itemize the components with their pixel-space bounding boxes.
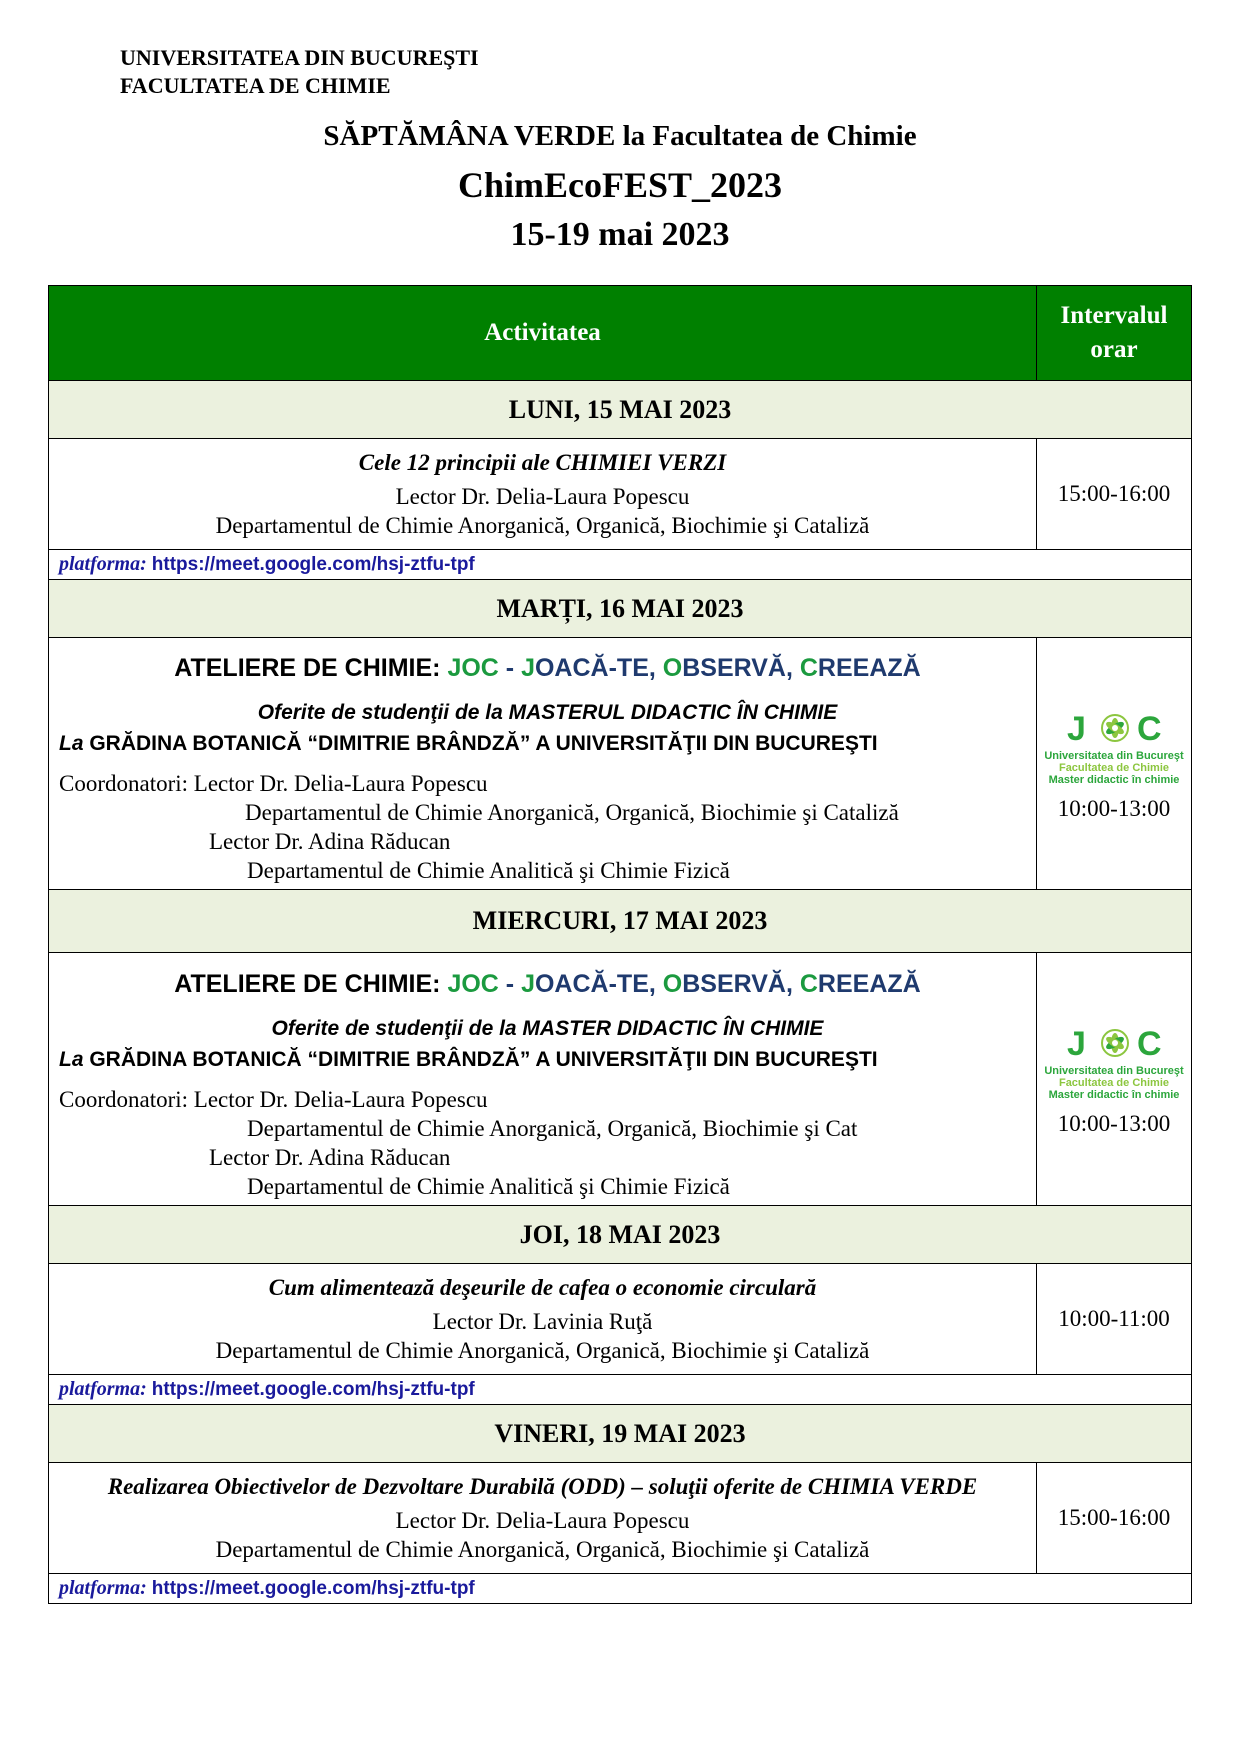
workshop-title-c: C xyxy=(799,969,818,998)
time-cell: 15:00-16:00 xyxy=(1037,439,1192,550)
workshop-title-creeaza: REEAZĂ xyxy=(817,969,921,998)
activity-department: Departamentul de Chimie Anorganică, Organică, Biochimie şi Cataliză xyxy=(215,513,870,538)
coordinator-1-department: Departamentul de Chimie Anorganică, Organică, Biochimie şi Cat xyxy=(247,1115,858,1141)
activity-topic: Cum alimentează deşeurile de cafea o economie circulară xyxy=(268,1275,817,1300)
day-label: MIERCURI, 17 MAI 2023 xyxy=(49,890,1192,953)
activity-row xyxy=(49,1463,1192,1574)
activity-speaker: Lector Dr. Delia-Laura Popescu xyxy=(395,484,690,509)
coordinator-2: Lector Dr. Adina Răducan xyxy=(209,1144,451,1170)
activity-topic: Realizarea Obiectivelor de Dezvoltare Durabilă (ODD) – soluţii oferite de CHIMIA VERDE xyxy=(107,1474,978,1499)
activity-topic: Cele 12 principii ale CHIMIEI VERZI xyxy=(358,450,727,475)
activity-cell xyxy=(49,1463,1037,1574)
activity-department: Departamentul de Chimie Anorganică, Organică, Biochimie şi Cataliză xyxy=(215,1537,870,1562)
event-name: ChimEcoFEST_2023 xyxy=(457,165,783,205)
logo-line-3: Master didactic în chimie xyxy=(1048,773,1180,786)
activity-cell xyxy=(49,1264,1037,1375)
university-name: UNIVERSITATEA DIN BUCUREŞTI xyxy=(120,45,479,70)
workshop-title-joaca: OACĂ-TE, xyxy=(534,654,663,682)
workshop-title-c: C xyxy=(799,654,818,682)
logo-line-3: Master didactic în chimie xyxy=(1048,1089,1180,1101)
platform-row xyxy=(49,550,1192,580)
day-label: JOI, 18 MAI 2023 xyxy=(49,1206,1192,1264)
coordinator-2-department: Departamentul de Chimie Analitică şi Chimie Fizică xyxy=(247,1173,730,1199)
joc-logo xyxy=(1037,1021,1192,1101)
workshop-title-dash: - xyxy=(498,969,522,998)
logo-line-2: Facultatea de Chimie xyxy=(1058,761,1170,774)
document-header xyxy=(120,44,479,100)
day-label: LUNI, 15 MAI 2023 xyxy=(49,381,1192,439)
platform-link[interactable]: https://meet.google.com/hsj-ztfu-tpf xyxy=(151,1578,475,1599)
activity-speaker: Lector Dr. Lavinia Ruţă xyxy=(432,1309,653,1334)
workshop-offer: Oferite de studenţii de la MASTERUL DIDACTIC ÎN CHIMIE xyxy=(257,701,838,724)
workshop-title-observa: BSERVĂ, xyxy=(682,969,800,998)
workshop-place-prefix: La xyxy=(59,732,84,755)
workshop-title-o: O xyxy=(662,969,683,998)
workshop-offer: Oferite de studenţii de la MASTER DIDACTIC ÎN CHIMIE xyxy=(271,1016,824,1040)
coordinator-2-department: Departamentul de Chimie Analitică şi Chimie Fizică xyxy=(247,858,730,883)
day-label: MARȚI, 16 MAI 2023 xyxy=(49,580,1192,638)
workshop-title-j: J xyxy=(521,654,535,682)
workshop-title-observa: BSERVĂ, xyxy=(682,654,800,682)
activity-speaker: Lector Dr. Delia-Laura Popescu xyxy=(395,1508,690,1533)
column-header-activity: Activitatea xyxy=(49,286,1037,381)
activity-cell xyxy=(49,439,1037,550)
coordinator-1: Coordonatori: Lector Dr. Delia-Laura Popescu xyxy=(59,1086,488,1112)
day-label: VINERI, 19 MAI 2023 xyxy=(49,1405,1192,1463)
day-row-monday xyxy=(49,381,1192,439)
platform-link[interactable]: https://meet.google.com/hsj-ztfu-tpf xyxy=(151,554,475,575)
day-row-wednesday xyxy=(49,890,1192,953)
column-header-time: Intervalul orar xyxy=(1037,286,1192,381)
platform-row xyxy=(49,1375,1192,1405)
workshop-cell xyxy=(49,638,1037,890)
coordinators xyxy=(59,1085,1036,1201)
workshop-place xyxy=(59,1044,1036,1075)
platform-cell xyxy=(49,1375,1192,1405)
time-value: 10:00-13:00 xyxy=(1057,1111,1171,1136)
logo-letter-c: C xyxy=(1137,1025,1162,1063)
platform-cell xyxy=(49,1574,1192,1604)
platform-row xyxy=(49,1574,1192,1604)
coordinators xyxy=(59,769,1036,885)
workshop-title-prefix: ATELIERE DE CHIMIE: xyxy=(174,654,448,682)
activity-row xyxy=(49,439,1192,550)
coordinator-1-department: Departamentul de Chimie Anorganică, Organică, Biochimie şi Cataliză xyxy=(245,800,899,825)
workshop-title-joc: JOC xyxy=(447,969,499,998)
logo-letter-j: J xyxy=(1067,1025,1086,1063)
logo-letter-c: C xyxy=(1137,709,1162,748)
workshop-title xyxy=(59,970,1036,999)
event-title: SĂPTĂMÂNA VERDE la Facultatea de Chimie xyxy=(323,120,917,152)
coordinator-1: Coordonatori: Lector Dr. Delia-Laura Popescu xyxy=(59,771,488,796)
activity-row xyxy=(49,1264,1192,1375)
logo-letter-j: J xyxy=(1067,709,1086,748)
coordinator-2: Lector Dr. Adina Răducan xyxy=(209,829,451,854)
workshop-row xyxy=(49,953,1192,1206)
time-cell: 10:00-11:00 xyxy=(1037,1264,1192,1375)
workshop-title-joc: JOC xyxy=(447,654,499,682)
logo-line-2: Facultatea de Chimie xyxy=(1058,1077,1170,1089)
platform-label: platforma: xyxy=(59,1378,147,1400)
time-cell: 15:00-16:00 xyxy=(1037,1463,1192,1574)
event-dates: 15-19 mai 2023 xyxy=(510,216,730,253)
workshop-title-o: O xyxy=(662,654,683,682)
day-row-thursday xyxy=(49,1206,1192,1264)
logo-line-1: Universitatea din Bucureşt xyxy=(1044,749,1184,762)
flower-logo-icon xyxy=(1102,715,1128,741)
table-header-row xyxy=(49,286,1192,381)
workshop-title-joaca: OACĂ-TE, xyxy=(534,969,663,998)
faculty-name: FACULTATEA DE CHIMIE xyxy=(120,73,391,98)
workshop-title xyxy=(59,654,1036,683)
workshop-cell xyxy=(49,953,1037,1206)
logo-line-1: Universitatea din Bucureşt xyxy=(1044,1065,1184,1077)
joc-logo xyxy=(1037,706,1192,786)
workshop-place-text: GRĂDINA BOTANICĂ “DIMITRIE BRÂNDZĂ” A UNIVERSITĂŢII DIN BUCUREŞTI xyxy=(83,732,878,755)
flower-logo-icon xyxy=(1102,1030,1128,1056)
workshop-place xyxy=(59,728,1036,759)
workshop-title-dash: - xyxy=(498,654,522,682)
workshop-row xyxy=(49,638,1192,890)
schedule-table xyxy=(48,285,1192,1604)
workshop-title-creeaza: REEAZĂ xyxy=(817,654,921,682)
activity-department: Departamentul de Chimie Anorganică, Organică, Biochimie şi Cataliză xyxy=(215,1338,870,1363)
workshop-place-text: GRĂDINA BOTANICĂ “DIMITRIE BRÂNDZĂ” A UNIVERSITĂŢII DIN BUCUREŞTI xyxy=(83,1047,878,1071)
platform-cell xyxy=(49,550,1192,580)
day-row-friday xyxy=(49,1405,1192,1463)
time-value: 10:00-13:00 xyxy=(1057,795,1171,821)
time-cell xyxy=(1037,638,1192,890)
platform-label: platforma: xyxy=(59,553,147,575)
time-cell xyxy=(1037,953,1192,1206)
workshop-title-j: J xyxy=(521,969,535,998)
workshop-place-prefix: La xyxy=(59,1047,84,1071)
platform-label: platforma: xyxy=(59,1577,147,1599)
platform-link[interactable]: https://meet.google.com/hsj-ztfu-tpf xyxy=(151,1379,475,1400)
day-row-tuesday xyxy=(49,580,1192,638)
workshop-title-prefix: ATELIERE DE CHIMIE: xyxy=(174,969,448,998)
